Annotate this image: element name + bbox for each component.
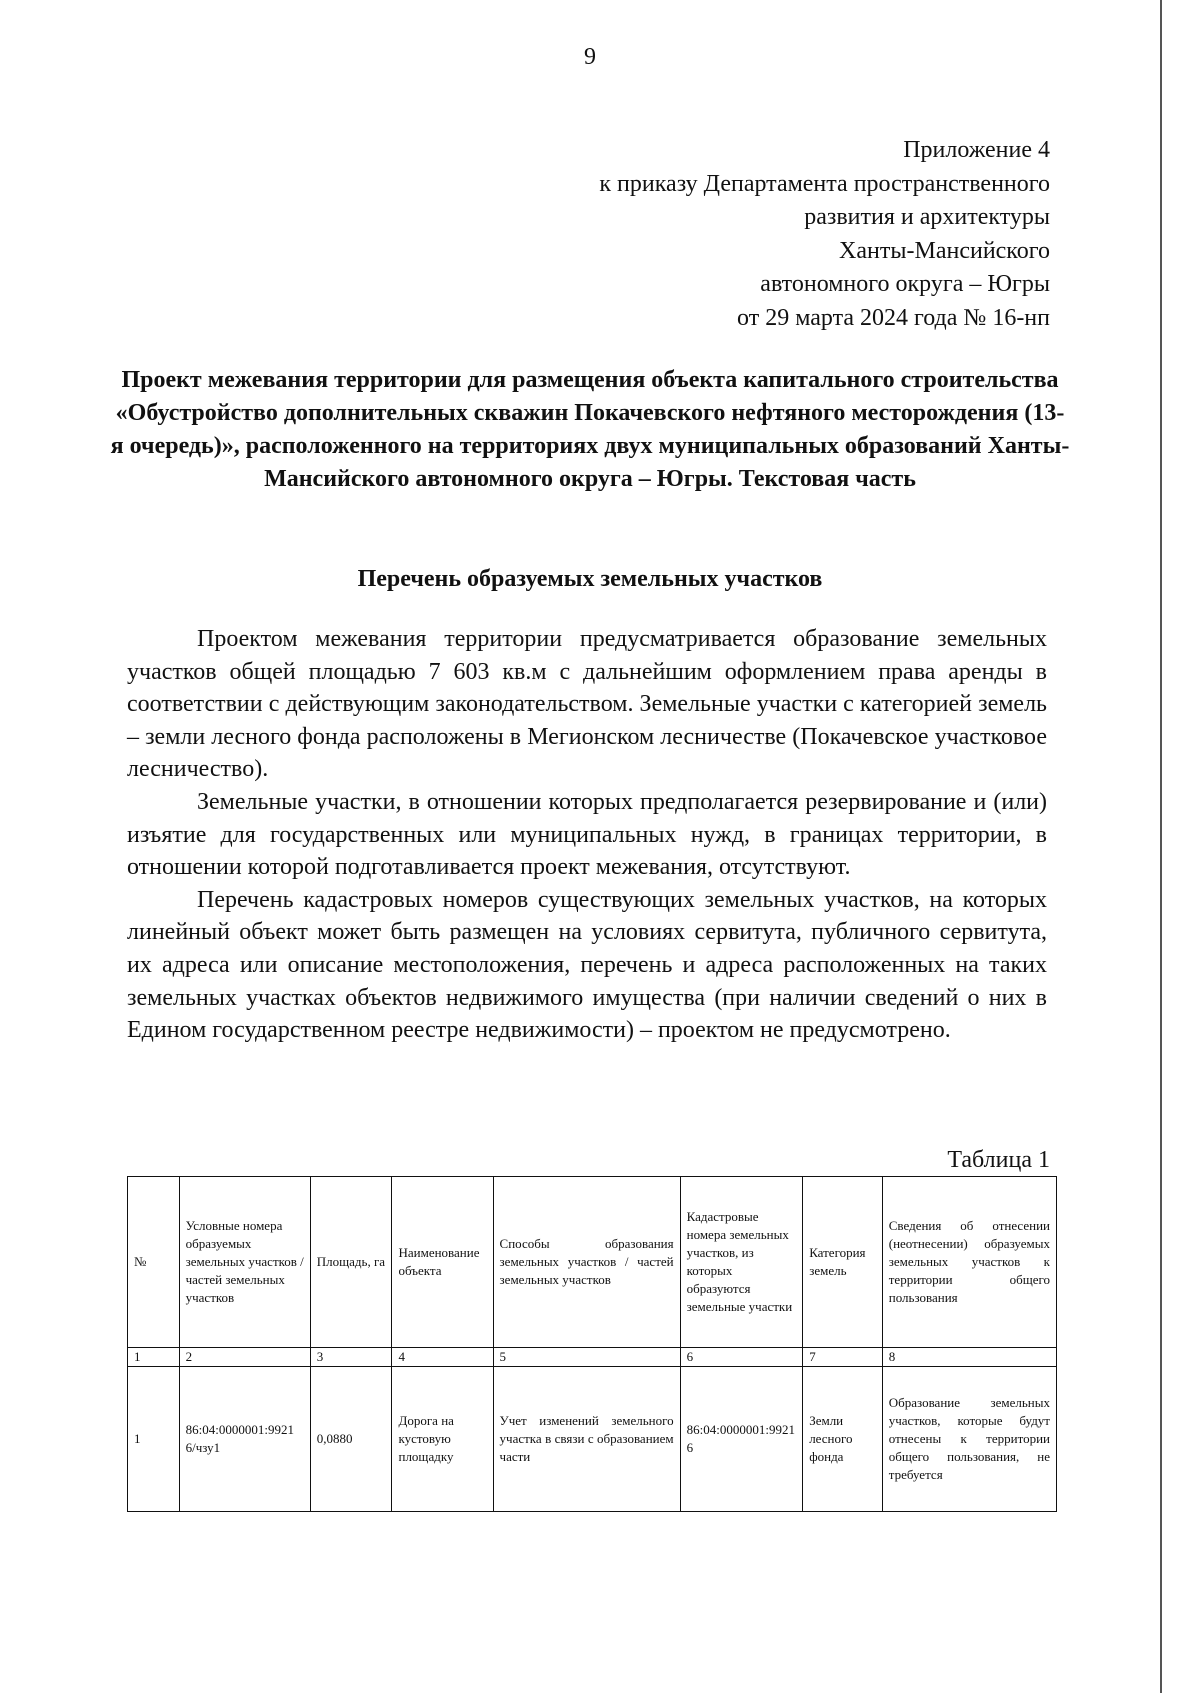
column-number: 4: [392, 1348, 493, 1367]
table-cell: Земли лесного фонда: [803, 1367, 883, 1512]
header-cell: Категория земель: [803, 1177, 883, 1348]
column-number: 1: [128, 1348, 180, 1367]
appendix-line: Ханты-Мансийского: [839, 237, 1050, 264]
column-number: 5: [493, 1348, 680, 1367]
appendix-line: развития и архитектуры: [804, 204, 1050, 230]
header-cell: Наименование объекта: [392, 1177, 493, 1348]
header-cell: Площадь, га: [310, 1177, 392, 1348]
table-cell: 86:04:0000001:99216: [680, 1367, 803, 1512]
column-number: 3: [310, 1348, 392, 1367]
table-cell: Учет изменений земельного участка в связи с образованием части: [493, 1367, 680, 1512]
page-number: 9: [584, 44, 596, 70]
table-cell: 0,0880: [310, 1367, 392, 1512]
body-text: [127, 623, 1047, 1047]
appendix-line: автономного округа – Югры: [760, 271, 1050, 297]
appendix-block: [490, 134, 1050, 335]
appendix-line: Приложение 4: [903, 137, 1050, 163]
header-cell: Кадастровые номера земельных участков, из которых образуются земельные участки: [680, 1177, 803, 1348]
paragraph: Перечень кадастровых номеров существующих земельных участков, на которых линейный объект может быть размещен на условиях сервитута, публичного сервитута, их адреса или описание местоположения, перечень и адреса расположенных на таких земельных участках объектов недвижимого имущества (при наличии сведений о них в Едином государственном реестре недвижимости) – проектом не предусмотрено.: [127, 886, 1047, 1044]
document-title: Проект межевания территории для размещения объекта капитального строительства «Обустройство дополнительных скважин Покачевского нефтяного месторождения (13-я очередь)», расположенного на территориях двух муниципальных образований Ханты-Мансийского автономного округа – Югры. Текстовая часть: [110, 367, 1070, 492]
header-cell: Способы образования земельных участков / частей земельных участков: [493, 1177, 680, 1348]
appendix-line: от 29 марта 2024 года № 16-нп: [737, 304, 1050, 331]
table-cell: Образование земельных участков, которые будут отнесены к территории общего пользования, не требуется: [882, 1367, 1056, 1512]
paragraph: Проектом межевания территории предусматривается образование земельных участков общей площадью 7 603 кв.м с дальнейшим оформлением права аренды в соответствии с действующим законодательством. Земельные участки с категорией земель – земли лесного фонда расположены в Мегионском лесничестве (Покачевское участковое лесничество).: [127, 626, 1047, 783]
header-cell: Сведения об отнесении (неотнесении) образуемых земельных участков к территории общего пользования: [882, 1177, 1056, 1348]
paragraph: Земельные участки, в отношении которых предполагается резервирование и (или) изъятие для государственных или муниципальных нужд, в границах территории, в отношении которой подготавливается проект межевания, отсутствуют.: [127, 788, 1047, 881]
table-cell: 86:04:0000001:99216/чзу1: [179, 1367, 310, 1512]
table-cell: Дорога на кустовую площадку: [392, 1367, 493, 1512]
table-column-number-row: [128, 1348, 1057, 1367]
table-cell: 1: [128, 1367, 180, 1512]
column-number: 8: [882, 1348, 1056, 1367]
page-edge-line: [1160, 0, 1162, 1693]
table-row: [128, 1367, 1057, 1512]
header-cell: Условные номера образуемых земельных участков / частей земельных участков: [179, 1177, 310, 1348]
section-title: Перечень образуемых земельных участков: [357, 566, 823, 592]
table-caption: Таблица 1: [947, 1147, 1050, 1173]
column-number: 7: [803, 1348, 883, 1367]
column-number: 2: [179, 1348, 310, 1367]
appendix-line: к приказу Департамента пространственного: [599, 170, 1050, 197]
header-cell: №: [128, 1177, 180, 1348]
table-header-row: [128, 1177, 1057, 1348]
column-number: 6: [680, 1348, 803, 1367]
land-plots-table: [127, 1176, 1057, 1512]
